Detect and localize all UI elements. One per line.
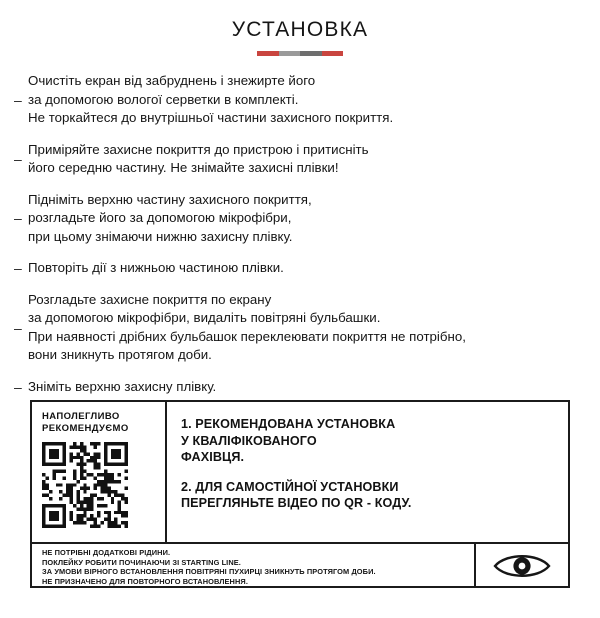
- step-text: [28, 141, 574, 178]
- card-bottom: [32, 542, 568, 588]
- step-marker: –: [14, 151, 22, 167]
- step-marker: –: [14, 260, 22, 277]
- divider-segment-3: [322, 51, 344, 56]
- fine-print-line: НЕ ПРИЗНАЧЕНО ДЛЯ ПОВТОРНОГО ВСТАНОВЛЕННЯ.: [42, 576, 248, 586]
- step-line: Не торкайтеся до внутрішньої частини захисного покриття.: [28, 110, 394, 125]
- eye-icon: [492, 551, 552, 581]
- step-text: [28, 378, 574, 397]
- step-line: Повторіть дії з нижньою частиною плівки.: [28, 260, 284, 275]
- steps-list: [0, 72, 600, 396]
- qr-code-bitmap: [42, 442, 128, 528]
- step-marker: –: [14, 91, 22, 108]
- step-line: Підніміть верхню частину захисного покриття,: [28, 191, 312, 207]
- recommend-label-line1: НАПОЛЕГЛИВО: [42, 411, 120, 422]
- step-line: при цьому знімаючи нижню захисну плівку.: [28, 228, 293, 244]
- step-item: [14, 72, 574, 128]
- divider-bar: [257, 51, 343, 56]
- card-item-2-line-1: 2. ДЛЯ САМОСТІЙНОЇ УСТАНОВКИ: [181, 479, 399, 494]
- step-text: [28, 259, 574, 278]
- card-item-1-line-1: 1. РЕКОМЕНДОВАНА УСТАНОВКА: [181, 417, 396, 431]
- card-item-2-line-2: ПЕРЕГЛЯНЬТЕ ВІДЕО ПО QR - КОДУ.: [181, 496, 412, 510]
- page-title: УСТАНОВКА: [231, 18, 369, 41]
- step-line: Очистіть екран від забруднень і знежирте його: [28, 73, 316, 88]
- eye-icon-cell: [474, 544, 568, 588]
- step-item: [14, 259, 574, 278]
- step-line: його середню частину. Не знімайте захисні плівки!: [28, 160, 339, 175]
- card-qr-panel: [32, 402, 167, 542]
- card-item-2: [181, 479, 556, 512]
- step-line: При наявності дрібних бульбашок переклеювати покриття не потрібно,: [28, 328, 466, 344]
- card-item-1: [181, 416, 556, 466]
- step-line: Розгладьте захисне покриття по екрану: [28, 291, 272, 307]
- step-item: [14, 378, 574, 397]
- instruction-sheet: [0, 18, 600, 618]
- step-item: [14, 141, 574, 178]
- step-item: [14, 291, 574, 365]
- step-line: Зніміть верхню захисну плівку.: [28, 378, 217, 394]
- title-divider: [0, 51, 600, 56]
- step-line: вони зникнуть протягом доби.: [28, 347, 212, 362]
- step-line: розгладьте його за допомогою мікрофібри,: [28, 210, 292, 225]
- fine-print-line: ПОКЛЕЙКУ РОБИТИ ПОЧИНАЮЧИ ЗІ STARTING LINE.: [42, 557, 241, 567]
- divider-segment-0: [257, 51, 279, 56]
- recommendation-card: [30, 400, 570, 588]
- divider-segment-1: [279, 51, 301, 56]
- card-top: [32, 402, 568, 542]
- card-item-1-line-2: У КВАЛІФІКОВАНОГО: [181, 433, 317, 448]
- fine-print: [32, 544, 474, 588]
- divider-segment-2: [300, 51, 322, 56]
- step-marker: –: [14, 210, 22, 227]
- recommend-label-line2: РЕКОМЕНДУЄМО: [42, 423, 129, 434]
- step-item: [14, 191, 574, 247]
- step-text: [28, 291, 574, 365]
- step-text: [28, 191, 574, 247]
- step-line: Приміряйте захисне покриття до пристрою і притисніть: [28, 141, 369, 157]
- fine-print-line: ЗА УМОВИ ВІРНОГО ВСТАНОВЛЕННЯ ПОВІТРЯНІ ПУХИРЦІ ЗНИКНУТЬ ПРОТЯГОМ ДОБИ.: [42, 567, 376, 577]
- card-item-1-line-3: ФАХІВЦЯ.: [181, 450, 245, 464]
- step-marker: –: [14, 319, 22, 336]
- step-line: за допомогою мікрофібри, видаліть повітряні бульбашки.: [28, 310, 381, 325]
- step-marker: –: [14, 378, 22, 395]
- fine-print-line: НЕ ПОТРІБНІ ДОДАТКОВІ РІДИНИ.: [42, 548, 171, 557]
- qr-code-icon[interactable]: [42, 442, 128, 528]
- step-line: за допомогою вологої серветки в комплекті.: [28, 91, 299, 107]
- step-text: [28, 72, 574, 128]
- card-text-panel: [167, 402, 568, 542]
